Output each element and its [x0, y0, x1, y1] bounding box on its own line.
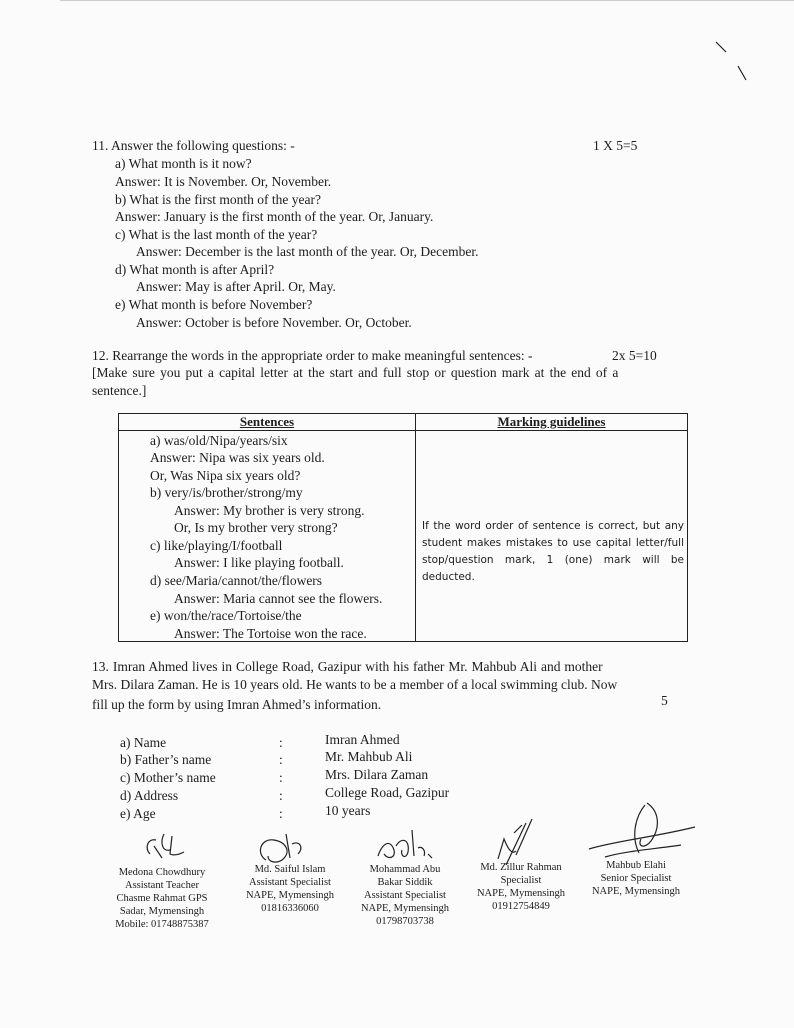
signatory-line: Sadar, Mymensingh: [119, 906, 205, 917]
signatory-line: Specialist: [500, 875, 542, 886]
q13-text: Mrs. Dilara Zaman. He is 10 years old. He wants to be a member of a local swimming club. Now: [92, 677, 618, 692]
signatory-line: Bakar Siddik: [377, 877, 433, 888]
signatory-line: Md. Saiful Islam: [254, 864, 326, 875]
q12-marks: 2x 5=10: [612, 348, 657, 363]
q12-note: [Make sure you put a capital letter at the start and full stop or question mark at the end of a: [92, 365, 619, 380]
form-value: Mrs. Dilara Zaman: [325, 767, 429, 782]
signatory-line: Medona Chowdhury: [118, 867, 206, 878]
signatory-line: NAPE, Mymensingh: [245, 890, 335, 901]
top-border-line: [60, 0, 794, 1]
q11-line: Answer: It is November. Or, November.: [115, 174, 332, 189]
q11-line: c) What is the last month of the year?: [115, 227, 318, 242]
signatory-line: Mahbub Elahi: [606, 860, 666, 871]
q13-text: fill up the form by using Imran Ahmed’s information.: [92, 697, 382, 712]
table-row: d) see/Maria/cannot/the/flowers: [150, 573, 323, 588]
q11-line: b) What is the first month of the year?: [115, 192, 321, 207]
table-row: Answer: The Tortoise won the race.: [174, 626, 367, 641]
q12-note: sentence.]: [92, 383, 147, 398]
table-header-sentences: Sentences: [119, 414, 416, 431]
table-row: Answer: I like playing football.: [174, 555, 344, 570]
form-label: b) Father’s name: [120, 752, 212, 767]
sentences-table: [118, 413, 688, 642]
q11-line: a) What month is it now?: [115, 156, 252, 171]
signatory-line: 01816336060: [261, 903, 319, 914]
signatory-line: 01798703738: [376, 916, 434, 927]
signatory-line: Md. Zillur Rahman: [480, 862, 562, 873]
signatory-line: Mobile: 01748875387: [115, 919, 209, 930]
signature-1: [140, 828, 190, 864]
q11-marks: 1 X 5=5: [593, 138, 638, 153]
signatory-line: Assistant Teacher: [124, 880, 199, 891]
signatory-line: Assistant Specialist: [249, 877, 331, 888]
form-colon: :: [279, 735, 283, 750]
q11-line: Answer: December is the last month of the year. Or, December.: [136, 244, 479, 259]
form-label: c) Mother’s name: [120, 770, 216, 785]
table-row: Answer: My brother is very strong.: [174, 503, 365, 518]
table-row: b) very/is/brother/strong/my: [150, 485, 303, 500]
q11-line: Answer: October is before November. Or, October.: [136, 315, 412, 330]
form-colon: :: [279, 806, 283, 821]
signatory-5: [584, 859, 688, 898]
signatory-line: Mohammad Abu: [369, 864, 441, 875]
signatory-1: [110, 866, 214, 931]
signatory-4: [469, 861, 573, 913]
form-label: d) Address: [120, 788, 179, 803]
signatory-line: NAPE, Mymensingh: [591, 886, 681, 897]
signatory-line: Senior Specialist: [600, 873, 672, 884]
marking-guideline-text: If the word order of sentence is correct, but any student makes mistakes to use capital letter/full stop/question mark, 1 (one) mark will be deducted.: [422, 520, 684, 583]
q11-line: Answer: January is the first month of the year. Or, January.: [115, 209, 434, 224]
form-value: College Road, Gazipur: [325, 785, 450, 800]
form-value: Imran Ahmed: [325, 732, 400, 747]
q11-line: e) What month is before November?: [115, 297, 313, 312]
signatory-line: 01912754849: [492, 901, 550, 912]
form-colon: :: [279, 788, 283, 803]
signatory-line: NAPE, Mymensingh: [476, 888, 566, 899]
q13-marks: 5: [661, 693, 668, 708]
guidelines-cell: [416, 431, 688, 642]
signatory-line: Assistant Specialist: [364, 890, 446, 901]
form-colon: :: [279, 752, 283, 767]
sentences-cell: [119, 431, 416, 642]
signature-3: [370, 826, 440, 868]
signatory-3: [355, 863, 455, 928]
form-label: e) Age: [120, 806, 156, 821]
table-row: Or, Is my brother very strong?: [174, 520, 338, 535]
q11-line: Answer: May is after April. Or, May.: [136, 279, 336, 294]
form-value: Mr. Mahbub Ali: [325, 749, 413, 764]
form-value: 10 years: [325, 803, 371, 818]
table-row: e) won/the/race/Tortoise/the: [150, 608, 302, 623]
q13-text: 13. Imran Ahmed lives in College Road, Gazipur with his father Mr. Mahbub Ali and mother: [92, 659, 603, 674]
q11-line: d) What month is after April?: [115, 262, 275, 277]
table-row: Or, Was Nipa six years old?: [150, 468, 301, 483]
table-row: Answer: Maria cannot see the flowers.: [174, 591, 383, 606]
signatory-line: Chasme Rahmat GPS: [116, 893, 208, 904]
scan-mark: [712, 38, 752, 86]
table-row: Answer: Nipa was six years old.: [150, 450, 325, 465]
form-label: a) Name: [120, 735, 167, 750]
form-colon: :: [279, 770, 283, 785]
signatory-2: [240, 863, 340, 915]
q12-heading: 12. Rearrange the words in the appropriate order to make meaningful sentences: -: [92, 348, 533, 363]
signatory-line: NAPE, Mymensingh: [360, 903, 450, 914]
table-row: c) like/playing/I/football: [150, 538, 283, 553]
table-row: a) was/old/Nipa/years/six: [150, 433, 288, 448]
q11-heading: 11. Answer the following questions: -: [92, 138, 295, 153]
signature-5: [585, 797, 705, 863]
table-header-guidelines: Marking guidelines: [416, 414, 688, 431]
